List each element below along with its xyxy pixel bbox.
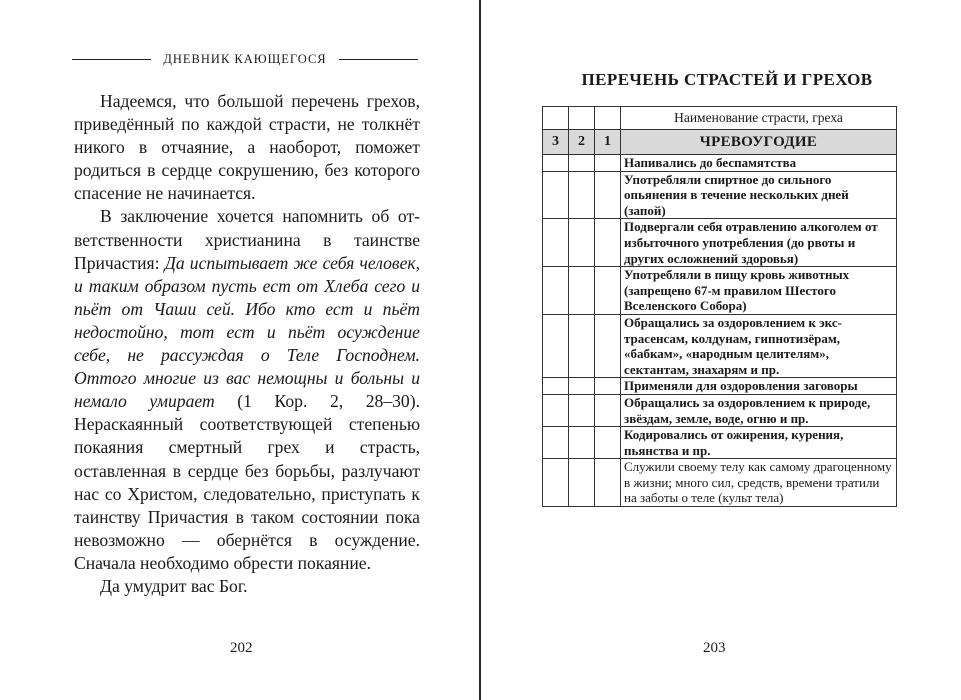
checkbox-cell[interactable] <box>543 155 569 172</box>
page-number-right: 203 <box>703 640 726 656</box>
name-column-header: Наименование страсти, греха <box>621 107 897 130</box>
checkbox-cell[interactable] <box>569 171 595 219</box>
checkbox-cell[interactable] <box>595 427 621 459</box>
sin-text: Обращались за оздоровлением к природе, звёздам, земле, воде, огню и пр. <box>621 394 897 426</box>
sins-table <box>542 106 897 507</box>
sin-text: Подвергали себя отравлению алкоголем от избыточного употребления (до рвоты и других осложнений здоровья) <box>621 219 897 267</box>
running-head-rule-right <box>339 59 418 61</box>
sin-text: Служили своему телу как самому драгоценному в жизни; много сил, средств, времени тратили на заботы о теле (культ тела) <box>621 459 897 507</box>
checkbox-cell[interactable] <box>569 155 595 172</box>
table-row <box>543 378 897 395</box>
sin-text: Употребляли в пищу кровь животных (запрещено 67-м правилом Шестого Вселенского Собора) <box>621 267 897 315</box>
checkbox-cell[interactable] <box>569 427 595 459</box>
paragraph-2-start: В заключение хочется напомнить об ответственности христианина в таинстве Причастия: <box>74 206 420 273</box>
checkbox-cell[interactable] <box>543 219 569 267</box>
left-body-text <box>74 90 420 598</box>
table-row <box>543 394 897 426</box>
sin-text: Применяли для оздоровления заговоры <box>621 378 897 395</box>
checkbox-cell[interactable] <box>595 219 621 267</box>
checkbox-cell[interactable] <box>569 459 595 507</box>
scripture-quote: Да испытывает же себя человек, и таким образом пусть ест от Хлеба сего и пьёт от Чаши сей. Ибо кто ест и пьёт недостойно, тот ест и пьёт осуждение себе, не рассуждая о Теле Господнем. Оттого многие из вас немощны и больны и немало умирает <box>74 252 421 412</box>
right-page <box>481 0 961 700</box>
table-row <box>543 427 897 459</box>
checkbox-cell[interactable] <box>595 171 621 219</box>
checkbox-cell[interactable] <box>543 427 569 459</box>
checkbox-cell[interactable] <box>595 155 621 172</box>
column-number-3: 3 <box>543 130 569 155</box>
checkbox-cell[interactable] <box>569 267 595 315</box>
list-title: ПЕРЕЧЕНЬ СТРАСТЕЙ И ГРЕХОВ <box>581 70 873 89</box>
sin-text: Обращались за оздоровлением к экстрасенсам, колдунам, гипнотизёрам, «бабкам», «народным целителям», сектантам, знахарям и пр. <box>621 314 897 377</box>
checkbox-cell[interactable] <box>569 219 595 267</box>
running-head-rule-left <box>72 59 151 61</box>
running-head <box>72 52 418 67</box>
checkbox-cell[interactable] <box>569 378 595 395</box>
checkbox-cell[interactable] <box>543 267 569 315</box>
header-blank-cell <box>595 107 621 130</box>
table-row <box>543 155 897 172</box>
checkbox-cell[interactable] <box>543 378 569 395</box>
checkbox-cell[interactable] <box>595 378 621 395</box>
paragraph-2-end: (1 Кор. 2, 28–30). Нераскаянный соответствующей степенью покаяния смертный грех и страсть, оставленная в сердце без борьбы, разлучают нас со Христом, следовательно, приступать к таинству Причастия в таком состоянии пока невозможно — обернётся в осуждение. Сначала необходимо обрести покаяние. <box>74 391 420 573</box>
sin-text: Употребляли спиртное до сильного опьянения в течение нескольких дней (запой) <box>621 171 897 219</box>
checkbox-cell[interactable] <box>595 314 621 377</box>
left-page <box>0 0 479 700</box>
paragraph-2 <box>74 205 420 575</box>
checkbox-cell[interactable] <box>595 459 621 507</box>
running-head-text: ДНЕВНИК КАЮЩЕГОСЯ <box>163 52 327 66</box>
table-row <box>543 267 897 315</box>
checkbox-cell[interactable] <box>543 171 569 219</box>
table-row <box>543 314 897 377</box>
sin-text: Кодировались от ожирения, курения, пьянства и пр. <box>621 427 897 459</box>
checkbox-cell[interactable] <box>595 267 621 315</box>
table-row <box>543 171 897 219</box>
paragraph-3: Да умудрит вас Бог. <box>100 575 248 596</box>
checkbox-cell[interactable] <box>543 314 569 377</box>
header-blank-cell <box>569 107 595 130</box>
page-number-left: 202 <box>230 640 253 656</box>
table-row <box>543 219 897 267</box>
checkbox-cell[interactable] <box>569 394 595 426</box>
table-row <box>543 459 897 507</box>
checkbox-cell[interactable] <box>569 314 595 377</box>
category-row <box>543 130 897 155</box>
category-title: ЧРЕВОУГОДИЕ <box>621 130 897 155</box>
paragraph-1: Надеемся, что большой перечень грехов, приведённый по каждой страсти, не толкнёт никого в отчаяние, а наоборот, поможет родиться в сердце сокрушению, без которого спасение не начинается. <box>74 91 420 204</box>
table-header-row <box>543 107 897 130</box>
checkbox-cell[interactable] <box>543 459 569 507</box>
column-number-2: 2 <box>569 130 595 155</box>
sin-text: Напивались до беспамятства <box>621 155 897 172</box>
column-number-1: 1 <box>595 130 621 155</box>
header-blank-cell <box>543 107 569 130</box>
checkbox-cell[interactable] <box>595 394 621 426</box>
checkbox-cell[interactable] <box>543 394 569 426</box>
